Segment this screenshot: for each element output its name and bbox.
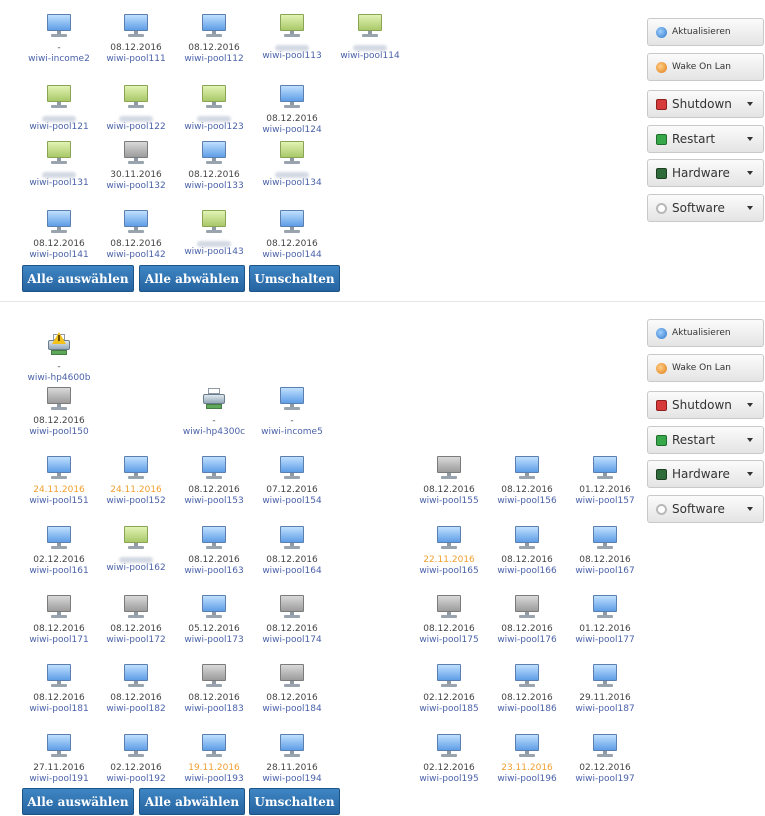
computer-name[interactable]: wiwi-pool177 — [575, 635, 635, 645]
last-seen-date: 08.12.2016 — [33, 624, 85, 634]
monitor-icon — [198, 140, 230, 170]
monitor-icon — [198, 455, 230, 485]
software-dropdown[interactable] — [647, 194, 764, 222]
computer-name[interactable]: wiwi-pool164 — [262, 566, 322, 576]
last-seen-date: 07.12.2016 — [266, 485, 318, 495]
last-seen-date: 23.11.2016 — [501, 763, 553, 773]
monitor-icon — [589, 455, 621, 485]
computer-tile[interactable] — [176, 663, 252, 715]
chevron-down-icon — [747, 171, 753, 175]
last-seen-date: 05.12.2016 — [188, 624, 240, 634]
monitor-icon — [276, 733, 308, 763]
computer-name[interactable]: wiwi-pool181 — [29, 704, 89, 714]
computer-tile[interactable] — [176, 84, 252, 133]
computer-name[interactable]: wiwi-hp4600b — [27, 373, 91, 383]
computer-tile[interactable] — [567, 525, 643, 577]
computer-name[interactable]: wiwi-pool114 — [340, 51, 400, 61]
computer-tile[interactable] — [254, 140, 330, 189]
computer-name[interactable]: wiwi-pool151 — [29, 496, 89, 506]
computer-tile[interactable] — [176, 140, 252, 192]
monitor-icon — [511, 663, 543, 693]
computer-tile[interactable] — [567, 594, 643, 646]
monitor-icon — [433, 733, 465, 763]
monitor-icon — [120, 140, 152, 170]
software-label: Software — [672, 502, 725, 516]
computer-tile[interactable] — [489, 663, 565, 715]
computer-name[interactable]: wiwi-pool173 — [184, 635, 244, 645]
chevron-down-icon — [747, 403, 753, 407]
computer-tile[interactable] — [21, 140, 97, 189]
computer-name[interactable]: wiwi-pool157 — [575, 496, 635, 506]
monitor-icon — [511, 733, 543, 763]
last-seen-date: 08.12.2016 — [110, 43, 162, 53]
hardware-icon — [656, 168, 667, 179]
monitor-icon — [276, 525, 308, 555]
computer-name[interactable]: wiwi-pool121 — [29, 122, 89, 132]
monitor-icon — [589, 594, 621, 624]
computer-name[interactable]: wiwi-pool156 — [497, 496, 557, 506]
computer-tile[interactable] — [98, 525, 174, 574]
last-seen-date: 08.12.2016 — [188, 485, 240, 495]
computer-tile[interactable] — [98, 594, 174, 646]
last-seen-date: - — [290, 416, 294, 426]
computer-tile[interactable] — [98, 733, 174, 785]
shutdown-dropdown[interactable] — [647, 391, 764, 419]
computer-name[interactable]: wiwi-hp4300c — [182, 427, 246, 437]
refresh-label: Aktualisieren — [672, 27, 731, 37]
toggle-button[interactable]: Umschalten — [249, 265, 340, 292]
monitor-icon — [198, 733, 230, 763]
computer-tile[interactable] — [21, 455, 97, 507]
computer-tile[interactable] — [176, 525, 252, 577]
monitor-icon — [120, 594, 152, 624]
hardware-dropdown[interactable] — [647, 460, 764, 488]
monitor-icon — [511, 455, 543, 485]
monitor-icon — [433, 525, 465, 555]
computer-tile[interactable] — [411, 663, 487, 715]
computer-tile[interactable] — [98, 84, 174, 133]
monitor-icon — [276, 386, 308, 416]
monitor-icon — [43, 209, 75, 239]
computer-name[interactable]: wiwi-pool175 — [419, 635, 479, 645]
restart-dropdown[interactable] — [647, 426, 764, 454]
monitor-icon — [198, 594, 230, 624]
computer-tile[interactable] — [254, 84, 330, 136]
last-seen-date: 08.12.2016 — [266, 555, 318, 565]
last-seen-date: 08.12.2016 — [188, 693, 240, 703]
computer-tile[interactable] — [176, 594, 252, 646]
monitor-icon — [43, 525, 75, 555]
monitor-icon — [589, 525, 621, 555]
computer-name[interactable]: wiwi-pool185 — [419, 704, 479, 714]
chevron-down-icon — [747, 137, 753, 141]
computer-tile[interactable] — [21, 13, 97, 65]
hardware-icon — [656, 469, 667, 480]
last-seen-date: 19.11.2016 — [188, 763, 240, 773]
monitor-icon — [43, 13, 75, 43]
computer-tile[interactable] — [489, 455, 565, 507]
computer-name[interactable]: wiwi-pool171 — [29, 635, 89, 645]
monitor-icon — [43, 594, 75, 624]
hardware-label: Hardware — [672, 166, 730, 180]
computer-tile[interactable] — [411, 455, 487, 507]
computer-tile[interactable] — [98, 13, 174, 65]
last-seen-date: 08.12.2016 — [33, 693, 85, 703]
computer-tile[interactable] — [98, 209, 174, 261]
last-seen-date: 01.12.2016 — [579, 485, 631, 495]
computer-tile[interactable] — [489, 733, 565, 785]
refresh-button[interactable] — [647, 319, 764, 347]
refresh-label: Aktualisieren — [672, 328, 731, 338]
monitor-icon — [43, 733, 75, 763]
computer-name[interactable]: wiwi-pool132 — [106, 181, 166, 191]
restart-icon — [656, 435, 667, 446]
computer-name[interactable]: wiwi-pool111 — [106, 54, 166, 64]
computer-name[interactable]: wiwi-pool152 — [106, 496, 166, 506]
monitor-icon — [276, 455, 308, 485]
monitor-icon — [120, 13, 152, 43]
computer-name[interactable]: wiwi-pool197 — [575, 774, 635, 784]
chevron-down-icon — [747, 102, 753, 106]
deselect-all-button[interactable]: Alle abwählen — [139, 788, 245, 815]
computer-name[interactable]: wiwi-pool142 — [106, 250, 166, 260]
computer-name[interactable]: wiwi-pool154 — [262, 496, 322, 506]
chevron-down-icon — [747, 507, 753, 511]
monitor-icon — [198, 13, 230, 43]
last-seen-date: 08.12.2016 — [188, 170, 240, 180]
computer-name[interactable]: wiwi-pool172 — [106, 635, 166, 645]
computer-name[interactable]: wiwi-pool153 — [184, 496, 244, 506]
last-seen-date: 08.12.2016 — [110, 239, 162, 249]
wake-on-lan-button[interactable] — [647, 53, 764, 81]
last-seen-date: 02.12.2016 — [110, 763, 162, 773]
last-seen-date: 29.11.2016 — [579, 693, 631, 703]
monitor-icon — [276, 140, 308, 170]
computer-name[interactable]: wiwi-pool133 — [184, 181, 244, 191]
computer-name[interactable]: wiwi-pool143 — [184, 247, 244, 257]
last-seen-date: 08.12.2016 — [110, 624, 162, 634]
monitor-icon — [120, 525, 152, 555]
monitor-icon — [276, 209, 308, 239]
computer-tile[interactable] — [176, 455, 252, 507]
computer-name[interactable]: wiwi-pool155 — [419, 496, 479, 506]
monitor-icon — [198, 209, 230, 239]
monitor-icon — [511, 525, 543, 555]
computer-tile[interactable] — [21, 332, 97, 384]
computer-name[interactable]: wiwi-pool191 — [29, 774, 89, 784]
shutdown-icon — [656, 99, 667, 110]
power-icon — [656, 363, 667, 374]
computer-tile[interactable] — [411, 594, 487, 646]
computer-name[interactable]: wiwi-pool122 — [106, 122, 166, 132]
computer-tile[interactable] — [254, 525, 330, 577]
computer-tile[interactable] — [98, 140, 174, 192]
monitor-icon — [589, 663, 621, 693]
software-dropdown[interactable] — [647, 495, 764, 523]
computer-tile[interactable] — [567, 663, 643, 715]
refresh-icon — [656, 27, 667, 38]
last-seen-date: 08.12.2016 — [501, 555, 553, 565]
last-seen-date: 08.12.2016 — [423, 485, 475, 495]
monitor-icon — [120, 733, 152, 763]
last-seen-date: 08.12.2016 — [501, 485, 553, 495]
computer-tile[interactable] — [332, 13, 408, 62]
printer-icon — [198, 386, 230, 416]
computer-name[interactable]: wiwi-pool141 — [29, 250, 89, 260]
last-seen-date: 28.11.2016 — [266, 763, 318, 773]
last-seen-date: 08.12.2016 — [266, 624, 318, 634]
select-all-button[interactable]: Alle auswählen — [22, 788, 134, 815]
monitor-icon — [354, 13, 386, 43]
computer-name[interactable]: wiwi-pool131 — [29, 178, 89, 188]
monitor-icon — [276, 13, 308, 43]
computer-tile[interactable] — [98, 455, 174, 507]
last-seen-date: 08.12.2016 — [266, 239, 318, 249]
monitor-icon — [276, 594, 308, 624]
shutdown-label: Shutdown — [672, 398, 732, 412]
computer-name[interactable]: wiwi-pool113 — [262, 51, 322, 61]
last-seen-date: 24.11.2016 — [33, 485, 85, 495]
printer-icon — [43, 332, 75, 362]
restart-label: Restart — [672, 433, 716, 447]
last-seen-date: 24.11.2016 — [110, 485, 162, 495]
computer-name[interactable]: wiwi-pool123 — [184, 122, 244, 132]
monitor-icon — [276, 84, 308, 114]
computer-name[interactable]: wiwi-pool163 — [184, 566, 244, 576]
last-seen-date: 08.12.2016 — [188, 43, 240, 53]
computer-name[interactable]: wiwi-pool150 — [29, 427, 89, 437]
computer-name[interactable]: wiwi-income5 — [261, 427, 323, 437]
computer-name[interactable]: wiwi-pool162 — [106, 563, 166, 573]
computer-tile[interactable] — [21, 594, 97, 646]
monitor-icon — [120, 84, 152, 114]
computer-tile[interactable] — [411, 733, 487, 785]
computer-tile[interactable] — [254, 386, 330, 438]
software-icon — [656, 504, 667, 515]
monitor-icon — [276, 663, 308, 693]
computer-name[interactable]: wiwi-pool124 — [262, 125, 322, 135]
wake-on-lan-label: Wake On Lan — [672, 62, 732, 72]
computer-name[interactable]: wiwi-pool112 — [184, 54, 244, 64]
last-seen-date — [119, 116, 153, 122]
computer-tile[interactable] — [411, 525, 487, 577]
computer-tile[interactable] — [489, 525, 565, 577]
computer-name[interactable]: wiwi-pool182 — [106, 704, 166, 714]
computer-name[interactable]: wiwi-pool184 — [262, 704, 322, 714]
computer-tile[interactable] — [21, 663, 97, 715]
computer-name[interactable]: wiwi-pool134 — [262, 178, 322, 188]
monitor-icon — [589, 733, 621, 763]
computer-tile[interactable] — [567, 733, 643, 785]
computer-name[interactable]: wiwi-pool165 — [419, 566, 479, 576]
computer-tile[interactable] — [567, 455, 643, 507]
monitor-icon — [433, 594, 465, 624]
computer-tile[interactable] — [176, 733, 252, 785]
computer-name[interactable]: wiwi-pool167 — [575, 566, 635, 576]
toggle-button[interactable]: Umschalten — [249, 788, 340, 815]
computer-name[interactable]: wiwi-pool166 — [497, 566, 557, 576]
last-seen-date: 08.12.2016 — [501, 624, 553, 634]
monitor-icon — [43, 386, 75, 416]
monitor-icon — [120, 455, 152, 485]
monitor-icon — [43, 455, 75, 485]
last-seen-date: 08.12.2016 — [501, 693, 553, 703]
last-seen-date — [42, 172, 76, 178]
monitor-icon — [43, 140, 75, 170]
computer-name[interactable]: wiwi-pool193 — [184, 774, 244, 784]
wake-on-lan-label: Wake On Lan — [672, 363, 732, 373]
chevron-down-icon — [747, 206, 753, 210]
computer-name[interactable]: wiwi-pool176 — [497, 635, 557, 645]
computer-name[interactable]: wiwi-pool194 — [262, 774, 322, 784]
last-seen-date: 02.12.2016 — [423, 693, 475, 703]
shutdown-dropdown[interactable] — [647, 90, 764, 118]
computer-name[interactable]: wiwi-pool144 — [262, 250, 322, 260]
software-label: Software — [672, 201, 725, 215]
computer-name[interactable]: wiwi-pool187 — [575, 704, 635, 714]
deselect-all-button[interactable]: Alle abwählen — [139, 265, 245, 292]
computer-name[interactable]: wiwi-pool161 — [29, 566, 89, 576]
select-all-button[interactable]: Alle auswählen — [22, 265, 134, 292]
last-seen-date: 08.12.2016 — [423, 624, 475, 634]
last-seen-date: 08.12.2016 — [579, 555, 631, 565]
last-seen-date: 08.12.2016 — [266, 114, 318, 124]
shutdown-icon — [656, 400, 667, 411]
hardware-label: Hardware — [672, 467, 730, 481]
monitor-icon — [433, 663, 465, 693]
last-seen-date — [197, 116, 231, 122]
restart-dropdown[interactable] — [647, 125, 764, 153]
last-seen-date: 01.12.2016 — [579, 624, 631, 634]
computer-tile[interactable] — [21, 84, 97, 133]
monitor-icon — [43, 84, 75, 114]
computer-tile[interactable] — [21, 209, 97, 261]
last-seen-date — [275, 172, 309, 178]
last-seen-date — [119, 557, 153, 563]
computer-name[interactable]: wiwi-pool195 — [419, 774, 479, 784]
last-seen-date — [353, 45, 387, 51]
computer-tile[interactable] — [254, 733, 330, 785]
computer-tile[interactable] — [21, 386, 97, 438]
last-seen-date: 08.12.2016 — [110, 693, 162, 703]
computer-name[interactable]: wiwi-pool196 — [497, 774, 557, 784]
power-icon — [656, 62, 667, 73]
computer-name[interactable]: wiwi-pool186 — [497, 704, 557, 714]
computer-tile[interactable] — [176, 386, 252, 438]
last-seen-date — [197, 241, 231, 247]
computer-tile[interactable] — [254, 209, 330, 261]
last-seen-date: 27.11.2016 — [33, 763, 85, 773]
monitor-icon — [198, 663, 230, 693]
last-seen-date: - — [57, 362, 61, 372]
restart-icon — [656, 134, 667, 145]
last-seen-date — [275, 45, 309, 51]
monitor-icon — [43, 663, 75, 693]
refresh-button[interactable] — [647, 18, 764, 46]
shutdown-label: Shutdown — [672, 97, 732, 111]
computer-tile[interactable] — [21, 733, 97, 785]
last-seen-date: 08.12.2016 — [33, 239, 85, 249]
computer-tile[interactable] — [176, 13, 252, 65]
refresh-icon — [656, 328, 667, 339]
computer-tile[interactable] — [489, 594, 565, 646]
last-seen-date: 22.11.2016 — [423, 555, 475, 565]
last-seen-date: - — [57, 43, 61, 53]
computer-name[interactable]: wiwi-income2 — [28, 54, 90, 64]
last-seen-date: 02.12.2016 — [579, 763, 631, 773]
chevron-down-icon — [747, 472, 753, 476]
computer-tile[interactable] — [254, 663, 330, 715]
monitor-icon — [120, 663, 152, 693]
monitor-icon — [198, 84, 230, 114]
computer-name[interactable]: wiwi-pool192 — [106, 774, 166, 784]
software-icon — [656, 203, 667, 214]
last-seen-date: 30.11.2016 — [110, 170, 162, 180]
last-seen-date: 08.12.2016 — [266, 693, 318, 703]
computer-tile[interactable] — [176, 209, 252, 258]
monitor-icon — [433, 455, 465, 485]
computer-tile[interactable] — [254, 13, 330, 62]
last-seen-date: 02.12.2016 — [423, 763, 475, 773]
monitor-icon — [120, 209, 152, 239]
computer-tile[interactable] — [98, 663, 174, 715]
computer-name[interactable]: wiwi-pool174 — [262, 635, 322, 645]
computer-tile[interactable] — [254, 455, 330, 507]
monitor-icon — [511, 594, 543, 624]
computer-tile[interactable] — [21, 525, 97, 577]
last-seen-date: 02.12.2016 — [33, 555, 85, 565]
computer-name[interactable]: wiwi-pool183 — [184, 704, 244, 714]
last-seen-date: 08.12.2016 — [188, 555, 240, 565]
wake-on-lan-button[interactable] — [647, 354, 764, 382]
computer-tile[interactable] — [254, 594, 330, 646]
section-divider — [0, 301, 765, 302]
monitor-icon — [198, 525, 230, 555]
chevron-down-icon — [747, 438, 753, 442]
hardware-dropdown[interactable] — [647, 159, 764, 187]
last-seen-date — [42, 116, 76, 122]
restart-label: Restart — [672, 132, 716, 146]
last-seen-date: - — [212, 416, 216, 426]
last-seen-date: 08.12.2016 — [33, 416, 85, 426]
